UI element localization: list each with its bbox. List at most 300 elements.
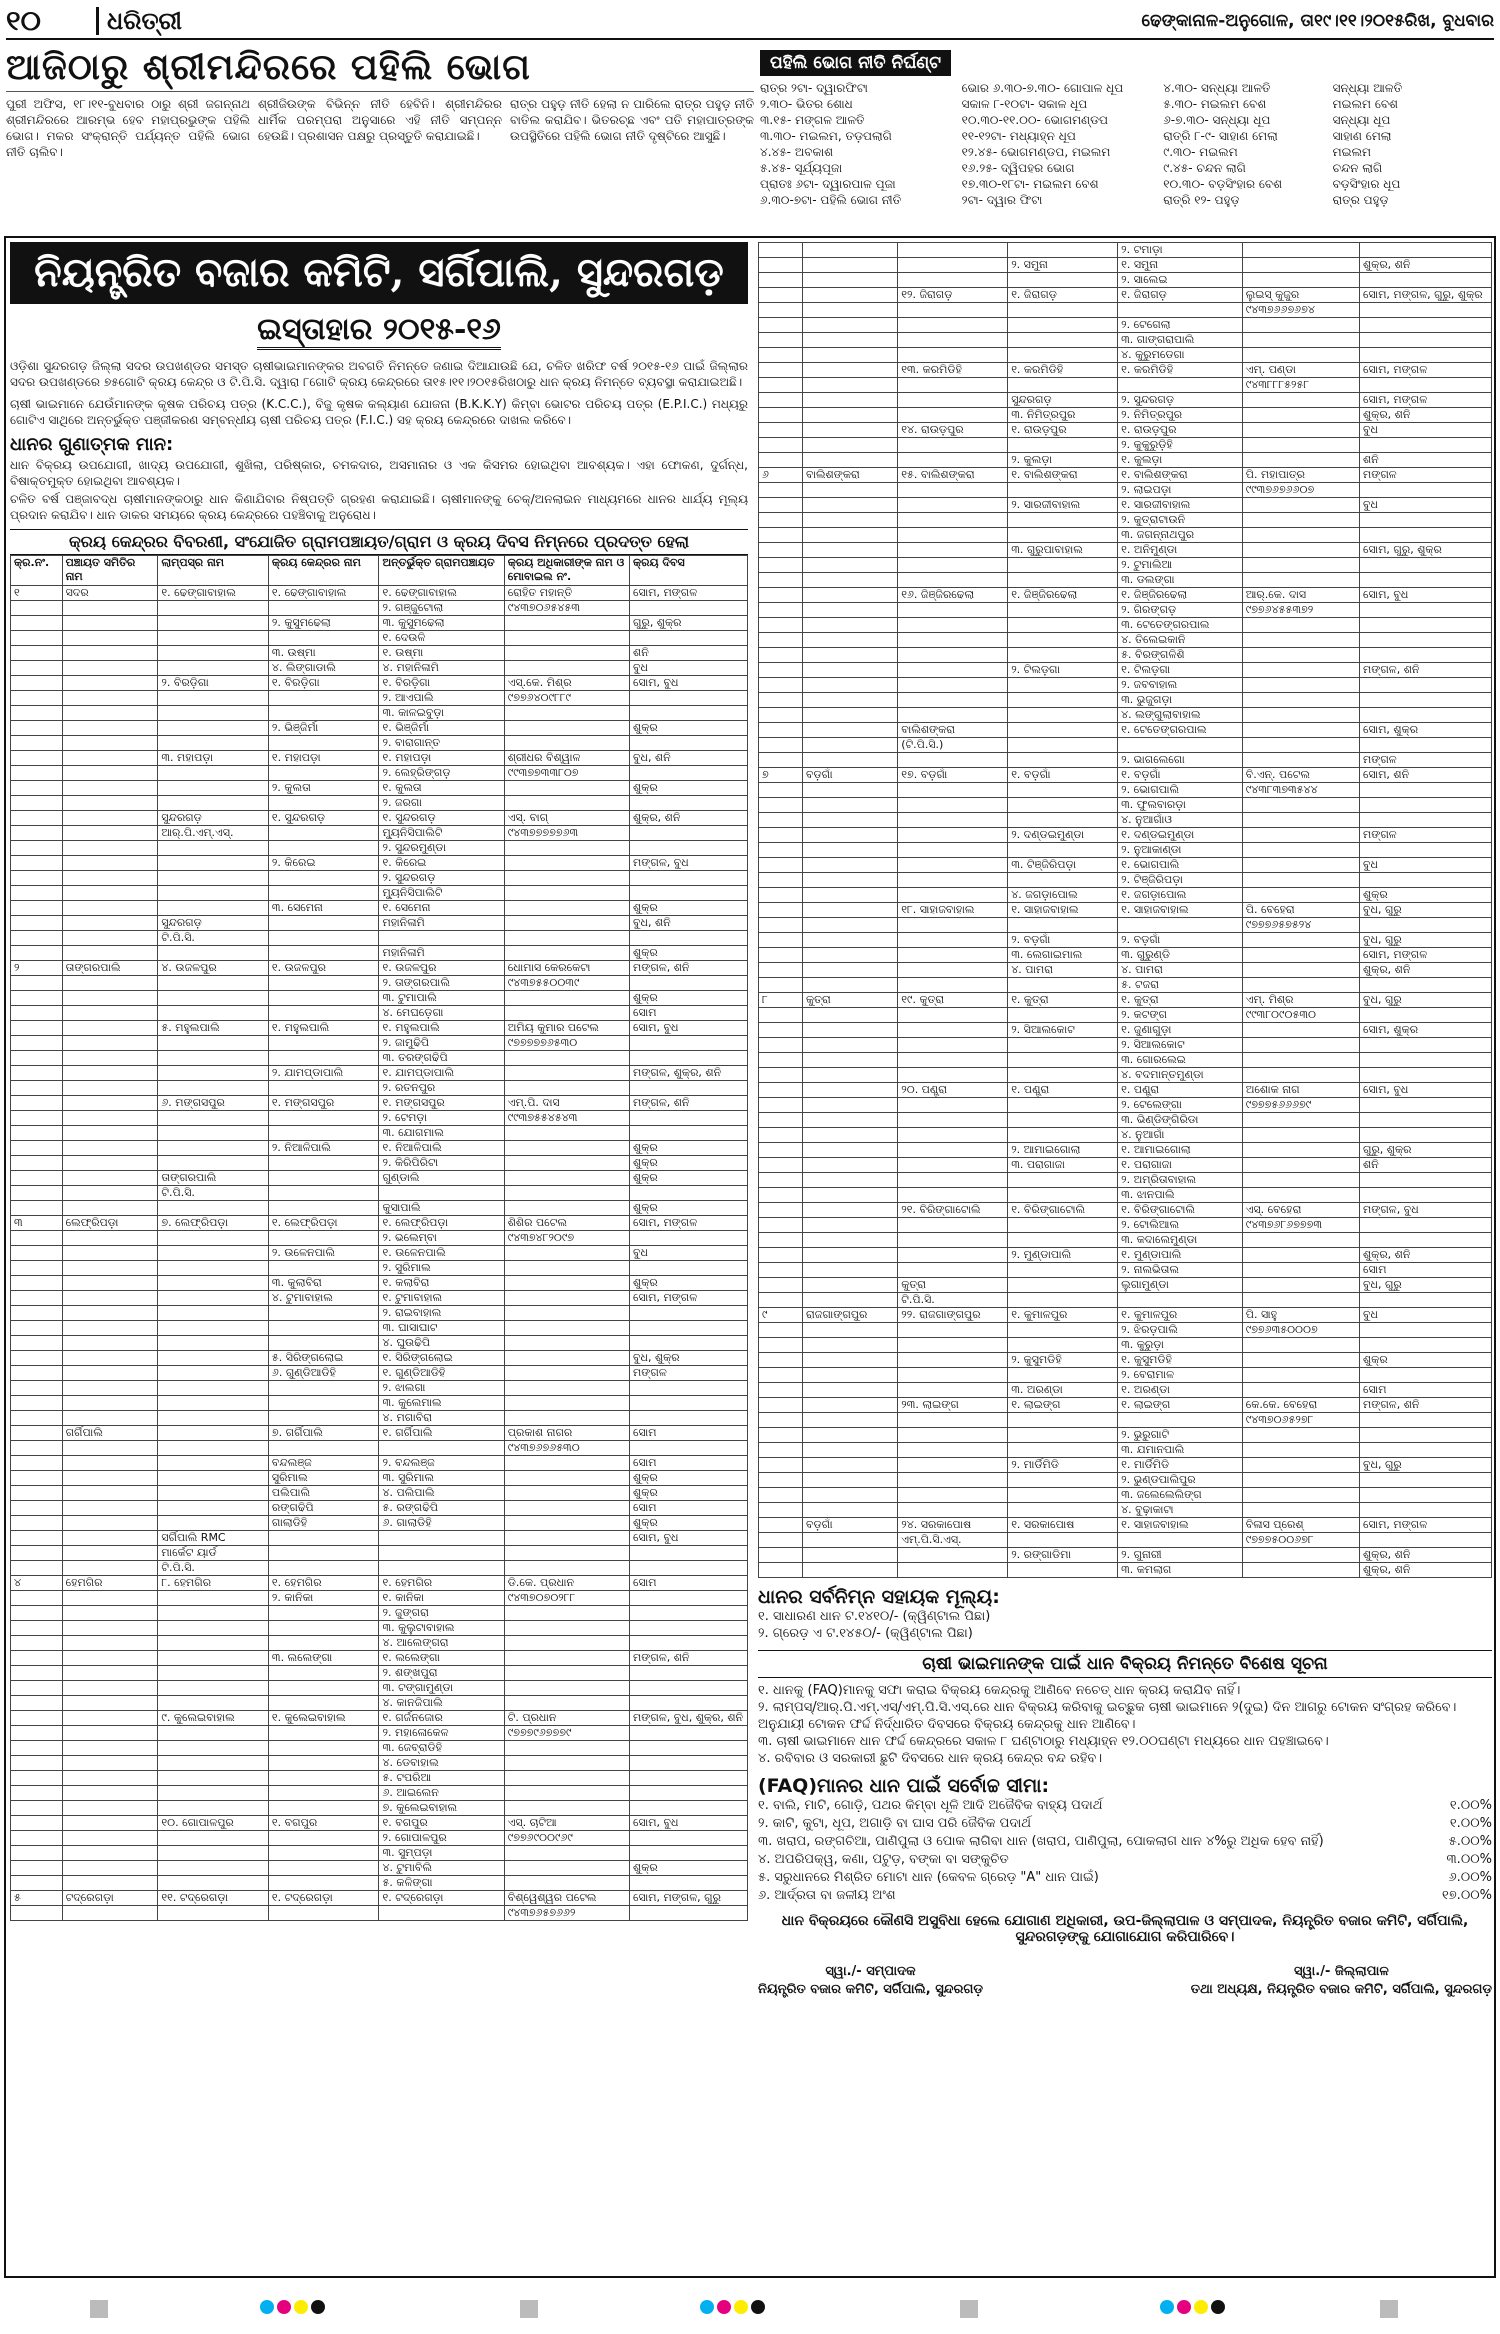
page-number: ୧୦ [6,4,41,37]
table-cell [759,843,803,858]
table-row [759,1158,1492,1173]
table-cell: ୨୩. ଲାଇଙ୍ଗ [898,1398,1008,1413]
table-cell [1008,753,1118,768]
table-cell [802,1338,897,1353]
table-cell [802,1218,897,1233]
table-cell: ୮ [759,993,803,1008]
table-cell [11,1156,63,1171]
table-cell: ସୋମ, ମଙ୍ଗଳ [630,586,748,601]
schedule-entry: ୯.୩୦- ମଇଲମ [1163,145,1238,159]
table-cell: କୁସାପାଲି [379,1201,504,1216]
table-cell [630,1696,748,1711]
table-row [11,1876,748,1891]
schedule-entry: ୬-୭.୩୦- ସନ୍ଧ୍ୟା ଧୂପ [1163,113,1271,127]
table-cell [62,751,158,766]
table-cell [1360,1188,1492,1203]
table-cell [11,931,63,946]
schedule-entry: ୯.୪୫- ଚନ୍ଦନ ଲାଗି [1163,161,1246,175]
table-cell: ଶୁକ୍ର [630,1156,748,1171]
table-cell: ୨. କାନିକା [268,1591,379,1606]
table-cell: ୩. ଅରଣ୍ଡା [1008,1383,1118,1398]
table-cell [268,1771,379,1786]
ritual-schedule [760,50,1494,230]
table-row [759,1563,1492,1578]
table-cell: ମାର୍କେଟ ୟାର୍ଡ [158,1546,269,1561]
table-cell [504,1321,629,1336]
table-row [11,1861,748,1876]
table-cell [802,903,897,918]
table-row [11,1006,748,1021]
table-cell [11,1741,63,1756]
table-cell [759,1563,803,1578]
color-dot [277,2300,291,2314]
table-cell [759,708,803,723]
table-row [11,1441,748,1456]
table-cell [504,1396,629,1411]
table-cell [630,1666,748,1681]
table-cell [759,1488,803,1503]
table-row [759,723,1492,738]
table-cell [630,1411,748,1426]
table-cell: ୩. ତରଙ୍ଗଢିପି [379,1051,504,1066]
table-cell [759,1098,803,1113]
table-cell [759,243,803,258]
table-cell [759,618,803,633]
table-cell [11,601,63,616]
table-cell [759,318,803,333]
table-cell [158,841,269,856]
table-row [11,1651,748,1666]
table-cell: ୫. ଟପରିଆ [379,1771,504,1786]
faq-item: ୪. ଅପରିପକ୍ୱ, କଣା, ପଟୁଡ଼, ବଙ୍କା ବା ସଙ୍କୁଚିତ [758,1852,1009,1867]
table-cell [759,1008,803,1023]
table-cell [898,1248,1008,1263]
table-cell [268,1006,379,1021]
table-cell: ମଙ୍ଗଳ, ବୁଧ [1360,1203,1492,1218]
table-cell: ଗୁଣ୍ଡାଲି [379,1171,504,1186]
table-cell: ୨. ନାଲଭିତାଲ [1118,1263,1243,1278]
table-cell [1008,243,1118,258]
table-cell [1242,498,1359,513]
table-cell: ୭. ଲେଫ୍ରିପଡ଼ା [158,1216,269,1231]
table-cell [62,1786,158,1801]
table-cell [11,1531,63,1546]
table-cell: ୩. ଉଷ୍ମା [268,646,379,661]
table-cell [1242,1353,1359,1368]
table-cell [759,363,803,378]
table-cell: ବୁଧ [1360,1308,1492,1323]
table-cell [802,1203,897,1218]
table-cell [802,243,897,258]
table-cell: ୩. ଗୋରଲେଇ [1118,1053,1243,1068]
table-cell [802,1293,897,1308]
table-cell [62,601,158,616]
table-cell: ୧. ପଣ୍ଡ୍ରା [1008,1083,1118,1098]
table-cell [898,798,1008,813]
table-cell [759,918,803,933]
table-row [759,438,1492,453]
table-cell [62,1531,158,1546]
table-cell: ୨. କିରିପିରିଟା [379,1156,504,1171]
table-cell [898,1023,1008,1038]
table-cell [11,1831,63,1846]
table-cell: ବାଲିଶଙ୍କରା [898,723,1008,738]
table-cell: ୨. ଯାମପ୍ଡାପାଲି [268,1066,379,1081]
table-cell [11,1246,63,1261]
faq-item: ୩. ଖରାପ, ରଙ୍ଗଚିଆ, ପାଣିପୁଲା ଓ ପୋକ ଲାଗିବା ଧାନ (ଖରାପ, ପାଣିପୁଲା, ପୋକଲାଗ ଧାନ ୪%ରୁ ଅଧିକ ହେବ ନାହିଁ) [758,1834,1324,1849]
table-cell [11,1201,63,1216]
table-cell [1360,1323,1492,1338]
table-cell [802,423,897,438]
table-cell [898,978,1008,993]
schedule-entry: ୧୬.୨୫- ଦ୍ୱିପହର ଭୋଗ [961,161,1075,175]
table-cell: ରାଜଗାଙ୍ଗପୁର [802,1308,897,1323]
table-cell: ଆର୍.କେ. ଦାସ [1242,588,1359,603]
table-row [11,1831,748,1846]
table-cell [1008,1563,1118,1578]
table-cell: ୪. ଡେବାହାଲ [379,1756,504,1771]
table-cell: ଏମ୍. ପଣ୍ଡା [1242,363,1359,378]
table-cell [1242,573,1359,588]
table-cell: ୨. ଭିଞ୍ଜିର୍ମା [268,721,379,736]
table-cell: ୧. ଢେଙ୍ଗାବାହାଲ [158,586,269,601]
table-cell [802,1443,897,1458]
table-cell [759,498,803,513]
table-cell [802,798,897,813]
table-cell [1242,1128,1359,1143]
table-cell [504,871,629,886]
table-row [11,1771,748,1786]
table-cell: ସୋମ, ମଙ୍ଗଳ [1360,363,1492,378]
table-row [11,1201,748,1216]
table-row [759,1503,1492,1518]
table-cell: ୧୪. ରାଉଡ଼ପୁର [898,423,1008,438]
table-cell: ବିଳାସ ପ୍ରେଶ୍ [1242,1518,1359,1533]
table-cell: ୧. ଢେଙ୍ଗାବାହାଲ [268,586,379,601]
table-cell [759,1158,803,1173]
table-cell [802,483,897,498]
table-cell: ୨. ରଙ୍ଗାଡିମା [1008,1548,1118,1563]
table-row [759,1323,1492,1338]
table-cell: ୨. ଜବବାହାଲ [1118,678,1243,693]
table-cell [1242,348,1359,363]
table-cell: ୨୦. ପଣ୍ଡ୍ରା [898,1083,1008,1098]
table-cell [759,258,803,273]
purchase-centre-table-left [10,555,748,1921]
table-cell [802,978,897,993]
table-cell [268,871,379,886]
faq-limits [758,1797,1492,1905]
table-cell [62,1321,158,1336]
table-cell [504,1456,629,1471]
table-cell: ୨. କୁସୁମଢେଲା [268,616,379,631]
table-cell [802,843,897,858]
table-cell [898,1263,1008,1278]
table-row [11,1591,748,1606]
table-cell [268,946,379,961]
table-cell: ମଙ୍ଗଳ [1360,468,1492,483]
table-cell [158,1771,269,1786]
table-row [759,1203,1492,1218]
table-cell [504,1051,629,1066]
table-row [759,543,1492,558]
table-cell [759,738,803,753]
table-cell [802,528,897,543]
table-cell: ୧. ଜିରାଗଡ଼ [1008,288,1118,303]
table-cell: ୩. କଦାଲେମୁଣ୍ଡା [1118,1233,1243,1248]
table-cell: ସୋମ, ବୁଧ [630,1531,748,1546]
table-row [11,736,748,751]
table-cell [759,1068,803,1083]
table-cell: ସୋମ, ମଙ୍ଗଳ [1360,948,1492,963]
table-cell [759,303,803,318]
table-cell [802,708,897,723]
schedule-entry: ୩.୧୫- ମଙ୍ଗଳ ଆଳତି [760,113,865,127]
schedule-entry: ୧୨.୪୫- ଭୋଗମଣ୍ଡପ, ମଇଲମ [961,145,1111,159]
table-cell: ୯୪୩୮୮୮୫୨୫୮ [1242,378,1359,393]
table-cell [802,933,897,948]
table-cell [504,646,629,661]
special-info-item: ୪. ରବିବାର ଓ ସରକାରୀ ଛୁଟି ଦିବସରେ ଧାନ କ୍ରୟ କେନ୍ଦ୍ର ବନ୍ଦ ରହିବ। [758,1751,1103,1766]
table-row [759,1338,1492,1353]
schedule-entry: ରାତ୍ରି ୮-୯- ସାହାଣ ମେଲା [1163,129,1278,143]
table-row [11,1231,748,1246]
table-cell: ୧. ସିରିଙ୍ଗଲୋଇ [379,1351,504,1366]
table-cell [802,663,897,678]
table-cell [898,1113,1008,1128]
table-cell [62,1381,158,1396]
table-cell [62,1096,158,1111]
table-row [11,1216,748,1231]
table-cell [1360,603,1492,618]
table-cell [1242,1173,1359,1188]
table-cell [898,1488,1008,1503]
table-cell [158,1441,269,1456]
table-cell: ୪. କାନଜିପାଲି [379,1696,504,1711]
table-cell: ୯୭୭୬୩୫୦୦୦୭ [1242,1323,1359,1338]
table-cell [898,243,1008,258]
table-cell: ୨. ନିମିତ୍ରପୁର [1118,408,1243,423]
table-cell: ୨. ଗୋପାଳପୁର [379,1831,504,1846]
table-cell: ମଙ୍ଗଳ, ଶୁକ୍ର, ଶନି [630,1066,748,1081]
table-cell [802,1098,897,1113]
table-cell [1360,318,1492,333]
table-cell: ୯୪୩୭୪୮୨୦୯୭ [504,1231,629,1246]
table-cell [630,1546,748,1561]
table-cell [898,843,1008,858]
table-cell: ୨. ଭୋଗପାଲି [1118,783,1243,798]
table-cell: ୪. ପାମରା [1008,963,1118,978]
table-cell [11,1816,63,1831]
table-row [759,483,1492,498]
table-cell [802,1428,897,1443]
table-row [759,1068,1492,1083]
table-cell: ସୋମ, ଗୁରୁ, ଶୁକ୍ର [1360,543,1492,558]
table-cell [1118,303,1243,318]
table-cell [630,1186,748,1201]
msp-line: ୨. ଗ୍ରେଡ଼ ଏ ଟ.୧୪୫୦/- (କ୍ୱିଣ୍ଟାଲ ପିଛା) [758,1626,973,1641]
table-cell: ୪. ଘୁଉଢିପି [379,1336,504,1351]
table-cell: ୩. ଭୁଜୁଗଡ଼ା [1118,693,1243,708]
table-cell [898,618,1008,633]
table-cell: ତାଙ୍ଗରପାଲି [62,961,158,976]
table-row [11,1576,748,1591]
column-header: ଲାମ୍ପସ୍‌ର ନାମ [158,556,269,586]
table-cell [158,1726,269,1741]
table-cell [802,1128,897,1143]
table-cell: ଶିଶିର ପଟେଲ [504,1216,629,1231]
table-cell: ୫ [11,1891,63,1906]
table-cell [759,1443,803,1458]
table-row [11,1741,748,1756]
table-row [759,1218,1492,1233]
table-cell: ୧. କୁମାଳପୁର [1008,1308,1118,1323]
table-cell [11,1651,63,1666]
table-cell: ୩. ଗାଙ୍ଗରାପାଲି [1118,333,1243,348]
table-cell [11,1456,63,1471]
table-cell: ଟି. ପ୍ରଧାନ [504,1711,629,1726]
table-cell [759,438,803,453]
table-cell [1360,1233,1492,1248]
table-cell [504,1381,629,1396]
table-cell [1008,1413,1118,1428]
table-row [759,1548,1492,1563]
table-cell [759,408,803,423]
table-cell [504,616,629,631]
table-cell [802,1068,897,1083]
table-cell [802,1113,897,1128]
table-cell [898,438,1008,453]
msp-heading: ଧାନର ସର୍ବନିମ୍ନ ସହାୟକ ମୂଲ୍ୟ: [758,1586,1000,1608]
table-row [759,978,1492,993]
table-cell [1118,1413,1243,1428]
special-info-item: ୩. ଚାଷୀ ଭାଇମାନେ ଧାନ ଫର୍ଦ୍ଦ କେନ୍ଦ୍ରରେ ସକାଳ ୮ ଘଣ୍ଟାଠାରୁ ମଧ୍ୟାହ୍ନ ୧୨.୦୦ଘଣ୍ଟା ମଧ୍ୟରେ ଧାନ ପହଞ୍ଚାଇବେ। [758,1734,1329,1749]
table-cell: ୨. ଟୁମାଲିଆ [1118,558,1243,573]
table-cell: ଶୁକ୍ର [630,781,748,796]
table-cell [1242,1068,1359,1083]
table-cell [504,1876,629,1891]
table-cell [158,1126,269,1141]
table-cell [268,1036,379,1051]
table-cell [1008,873,1118,888]
table-cell [11,1666,63,1681]
table-cell [504,1621,629,1636]
table-cell: ୨. ଟୋଲିଆଲ [1118,1218,1243,1233]
table-cell [1360,633,1492,648]
schedule-entry: ସକାଳ ୮-୧୦ଟା- ସକାଳ ଧୂପ [961,97,1088,111]
table-cell [268,1666,379,1681]
table-cell: ୨. ସିଆଲକୋଟ [1118,1038,1243,1053]
table-cell: ୪. ମହାନିଳାମି [379,661,504,676]
faq-limit-row [758,1833,1492,1851]
color-dot [717,2300,731,2314]
table-cell [802,1383,897,1398]
schedule-entry: ମଇଲମ [1332,145,1372,159]
table-cell [504,1786,629,1801]
table-cell: ୮. ହେମଗିର [158,1576,269,1591]
table-cell [11,976,63,991]
table-cell [1242,1143,1359,1158]
table-cell [158,976,269,991]
table-cell [1360,1488,1492,1503]
table-cell [268,1336,379,1351]
table-cell [759,1038,803,1053]
table-cell [630,1771,748,1786]
table-cell [504,1201,629,1216]
table-cell: ୫. ସିରିଙ୍ଗଲୋଇ [268,1351,379,1366]
table-cell: ୧. ଜୁଣାଗୁଡ଼ା [1118,1023,1243,1038]
table-cell [802,1083,897,1098]
table-cell [630,1786,748,1801]
table-cell: ୩. ଭିଣ୍ଡିଙ୍ଗିରିଡା [1118,1113,1243,1128]
table-cell: ୨. ଟମାଡ଼ା [1118,243,1243,258]
signature-line: ସ୍ୱା./- ଜିଲ୍ଲାପାଳ [1294,1964,1389,1979]
table-cell [898,498,1008,513]
table-cell [759,1053,803,1068]
table-cell [1008,558,1118,573]
table-cell: ୩. ସୁମ୍ପଡ଼ା [379,1846,504,1861]
table-cell [62,646,158,661]
table-cell: ଶନି [1360,1158,1492,1173]
table-cell: ୩. ଫୁଲବାରଡ଼ା [1118,798,1243,813]
table-row [11,1396,748,1411]
schedule-entry: ୪.୪୫- ଅବକାଶ [760,145,834,159]
table-row [759,1173,1492,1188]
table-row [759,948,1492,963]
table-cell [630,1441,748,1456]
schedule-entry: ୧୦.୩୦- ବଡ଼ସିଂହାର ବେଶ [1163,177,1283,191]
table-row [759,798,1492,813]
table-row [11,1306,748,1321]
quality-text: ଧାନ ବିକ୍ରୟ ଉପଯୋଗୀ, ଖାଦ୍ୟ ଉପଯୋଗୀ, ଶୁଖିଲା, ପରିଷ୍କାର, ଚମକଦାର, ଅସମାନାର ଓ ଏକ କିସମର ହୋଇଥିବା ଆବଶ୍ୟକ। ଏହା ଫୋକଣ, ଦୁର୍ଗନ୍ଧ, ବିଷାକ୍ତମୁକ୍ତ ହୋଇଥିବା ଆବଶ୍ୟକ। [10,458,748,488]
column-header: କ୍ରୟ କେନ୍ଦ୍ରର ନାମ [268,556,379,586]
table-cell [1008,918,1118,933]
table-cell [802,1533,897,1548]
table-row [759,633,1492,648]
table-cell: ଶୁକ୍ର, ଶନି [1360,258,1492,273]
table-cell [62,1351,158,1366]
table-cell [1360,1008,1492,1023]
table-cell: ୩. ଜଲେଲେଲିଙ୍ଗ [1118,1488,1243,1503]
faq-limit-value: ୧.୦୦% [1449,1816,1492,1831]
table-cell [11,646,63,661]
table-cell: ମହାନିଳାମି [379,946,504,961]
table-cell [898,393,1008,408]
table-cell: ୧. ଗୁଣ୍ଡିଆଡିହି [379,1366,504,1381]
table-cell [268,916,379,931]
table-cell [1360,1293,1492,1308]
table-cell [62,916,158,931]
table-cell [11,1441,63,1456]
table-cell [898,783,1008,798]
table-cell: ଗାଲାଡିହି [268,1516,379,1531]
table-cell [1008,1443,1118,1458]
column-header: କ୍ର.ନଂ. [11,556,63,586]
table-cell [759,1188,803,1203]
table-row [759,873,1492,888]
table-cell [802,1188,897,1203]
table-row [11,661,748,676]
table-cell: ୧. କରମିଡିହି [1008,363,1118,378]
table-cell [62,946,158,961]
table-cell [1242,843,1359,858]
table-cell [62,1396,158,1411]
table-cell [158,1696,269,1711]
table-cell: ସୋମ, ଶୁକ୍ର [1360,1023,1492,1038]
table-row [759,1188,1492,1203]
table-cell [158,991,269,1006]
table-cell [504,1186,629,1201]
